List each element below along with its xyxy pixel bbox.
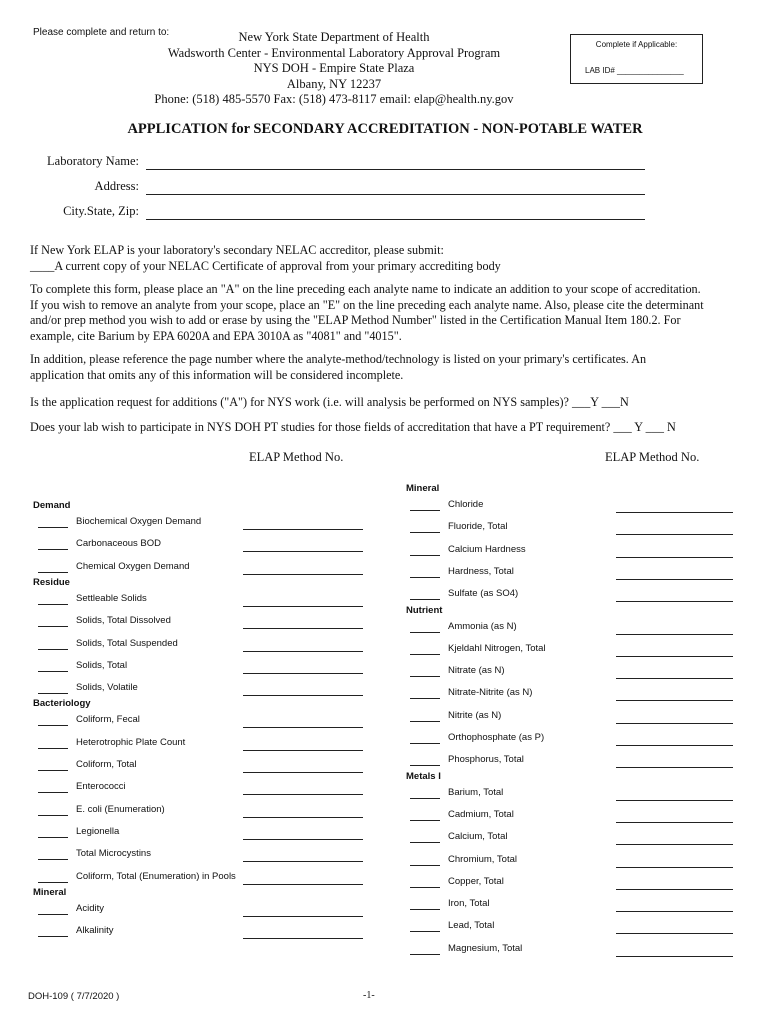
analyte-row xyxy=(38,638,363,654)
analyte-row xyxy=(38,714,363,730)
method-number-line[interactable] xyxy=(243,727,363,728)
analyte-name: Chloride xyxy=(448,499,484,510)
field-label: Laboratory Name: xyxy=(47,154,139,168)
method-number-line[interactable] xyxy=(243,628,363,629)
analyte-name: Coliform, Fecal xyxy=(76,714,140,726)
analyte-name: Ammonia (as N) xyxy=(448,620,517,632)
analyte-row xyxy=(38,826,363,842)
agency-line: Wadsworth Center - Environmental Laboratory Approval Program xyxy=(167,45,501,60)
action-code-blank[interactable] xyxy=(410,654,440,655)
analyte-row xyxy=(38,871,363,887)
analyte-row xyxy=(410,687,733,703)
paragraph-line: If New York ELAP is your laboratory's secondary NELAC accreditor, please submit: xyxy=(30,243,444,257)
method-number-line[interactable] xyxy=(616,867,733,868)
method-number-line[interactable] xyxy=(243,651,363,652)
method-number-line[interactable] xyxy=(616,745,733,746)
paragraph-line: application that omits any of this information will be considered incomplete. xyxy=(30,367,404,382)
method-number-line[interactable] xyxy=(243,750,363,751)
action-code-blank[interactable] xyxy=(38,572,68,573)
method-number-line[interactable] xyxy=(243,839,363,840)
analyte-row xyxy=(410,754,733,770)
analyte-name: Chromium, Total xyxy=(448,853,517,865)
analyte-name: Enterococci xyxy=(76,781,126,793)
action-code-blank[interactable] xyxy=(410,632,440,633)
return-note: Please complete and return to: xyxy=(33,27,170,38)
agency-line: NYS DOH - Empire State Plaza xyxy=(253,61,415,75)
action-code-blank[interactable] xyxy=(38,604,68,605)
method-number-line[interactable] xyxy=(616,822,733,823)
analyte-name: Solids, Total Suspended xyxy=(76,637,178,649)
laboratory-name-field[interactable] xyxy=(0,154,770,172)
fill-line[interactable] xyxy=(146,194,645,195)
analyte-row xyxy=(38,759,363,775)
action-code-blank[interactable] xyxy=(38,725,68,726)
method-number-line[interactable] xyxy=(616,656,733,657)
method-number-line[interactable] xyxy=(243,794,363,795)
pt-studies-question[interactable] xyxy=(30,420,740,436)
analyte-row xyxy=(410,544,733,560)
analyte-name: Biochemical Oxygen Demand xyxy=(76,516,202,527)
analyte-name: Carbonaceous BOD xyxy=(76,538,162,550)
form-id: DOH-109 ( 7/7/2020 ) xyxy=(28,991,120,1002)
method-number-line[interactable] xyxy=(616,889,733,890)
analyte-row xyxy=(38,615,363,631)
action-code-blank[interactable] xyxy=(410,510,440,511)
analyte-row xyxy=(410,521,733,537)
fill-line[interactable] xyxy=(146,169,645,170)
action-code-blank[interactable] xyxy=(410,555,440,556)
analyte-row xyxy=(410,621,733,637)
action-code-blank[interactable] xyxy=(410,765,440,766)
category-demand: Demand xyxy=(33,500,71,511)
analyte-name: Sulfate (as SO4) xyxy=(448,588,519,600)
analyte-name: Heterotrophic Plate Count xyxy=(76,736,186,748)
analyte-name: Solids, Total Dissolved xyxy=(76,615,171,627)
category-nutrient: Nutrient xyxy=(406,604,443,616)
analyte-row xyxy=(410,566,733,582)
analyte-row xyxy=(38,804,363,820)
category-mineral: Mineral xyxy=(33,886,67,898)
category-bacteriology: Bacteriology xyxy=(33,698,91,710)
analyte-name: Calcium, Total xyxy=(448,831,508,843)
analyte-name: Lead, Total xyxy=(448,920,495,932)
analyte-row xyxy=(38,561,363,577)
analyte-row xyxy=(410,943,733,959)
method-number-line[interactable] xyxy=(243,884,363,885)
analyte-row xyxy=(38,538,363,554)
method-number-line[interactable] xyxy=(616,557,733,558)
method-number-line[interactable] xyxy=(243,574,363,575)
paragraph-line: If you wish to remove an analyte from your scope, place an "E" on the line preceding each analyte name. Also, please cite the determinant xyxy=(30,297,704,312)
analyte-name: Orthophosphate (as P) xyxy=(448,732,545,743)
certificate-checkline[interactable]: ____A current copy of your NELAC Certificate of approval from your primary accrediting body xyxy=(30,258,501,273)
analyte-row xyxy=(410,732,733,748)
analyte-name: Coliform, Total xyxy=(76,759,137,770)
address-field[interactable] xyxy=(0,179,770,197)
question-text: Is the application request for additions ("A") for NYS work (i.e. will analysis be performed on NYS samples)? ___Y ___N xyxy=(30,395,629,409)
action-code-blank[interactable] xyxy=(38,693,68,694)
analyte-name: Cadmium, Total xyxy=(448,808,514,820)
analyte-name: Solids, Total xyxy=(76,659,128,671)
category-residue: Residue xyxy=(33,576,70,588)
method-number-line[interactable] xyxy=(616,700,733,701)
action-code-blank[interactable] xyxy=(410,721,440,722)
analyte-name: Kjeldahl Nitrogen, Total xyxy=(448,642,546,654)
method-number-line[interactable] xyxy=(243,938,363,939)
analyte-name: Legionella xyxy=(76,825,120,837)
method-number-line[interactable] xyxy=(616,800,733,801)
action-code-blank[interactable] xyxy=(38,815,68,816)
action-code-blank[interactable] xyxy=(410,599,440,600)
analyte-row xyxy=(410,665,733,681)
analyte-name: Fluoride, Total xyxy=(448,521,508,533)
category-mineral: Mineral xyxy=(406,483,440,494)
action-code-blank[interactable] xyxy=(410,931,440,932)
action-code-blank[interactable] xyxy=(38,792,68,793)
analyte-name: Nitrite (as N) xyxy=(448,709,502,721)
city-state-zip-field[interactable] xyxy=(0,204,770,222)
action-code-blank[interactable] xyxy=(38,914,68,915)
action-code-blank[interactable] xyxy=(38,549,68,550)
analyte-name: Magnesium, Total xyxy=(448,942,523,954)
analyte-name: Iron, Total xyxy=(448,898,490,910)
method-number-line[interactable] xyxy=(243,529,363,530)
analyte-row xyxy=(38,516,363,532)
analyte-name: Copper, Total xyxy=(448,875,504,887)
method-number-line[interactable] xyxy=(243,772,363,773)
lab-id-field[interactable]: LAB ID# _______________ xyxy=(585,66,684,75)
analyte-row xyxy=(410,499,733,515)
analyte-name: Phosphorus, Total xyxy=(448,754,524,766)
analyte-name: Hardness, Total xyxy=(448,565,514,577)
agency-contact-line: Phone: (518) 485-5570 Fax: (518) 473-8117 email: elap@health.ny.gov xyxy=(154,92,514,106)
method-number-line[interactable] xyxy=(616,844,733,845)
action-code-blank[interactable] xyxy=(38,859,68,860)
analyte-name: Settleable Solids xyxy=(76,592,147,604)
method-number-line[interactable] xyxy=(243,817,363,818)
form-title: APPLICATION for SECONDARY ACCREDITATION - NON-POTABLE WATER xyxy=(127,121,643,137)
analyte-name: Barium, Total xyxy=(448,786,504,798)
field-label: Address: xyxy=(94,179,139,193)
question-text: Does your lab wish to participate in NYS DOH PT studies for those fields of accreditation that have a PT requirement? ___ Y ___ N xyxy=(30,420,676,434)
action-code-blank[interactable] xyxy=(38,748,68,749)
analyte-name: E. coli (Enumeration) xyxy=(76,803,165,815)
paragraph-line: In addition, please reference the page number where the analyte-method/technology is listed on your primary's certificates. An xyxy=(30,352,647,366)
analyte-name: Nitrate (as N) xyxy=(448,665,505,677)
method-number-line[interactable] xyxy=(616,534,733,535)
action-code-blank[interactable] xyxy=(410,532,440,533)
action-code-blank[interactable] xyxy=(410,842,440,843)
method-number-line[interactable] xyxy=(616,678,733,679)
analyte-row xyxy=(410,920,733,936)
analyte-row xyxy=(410,710,733,726)
analyte-name: Nitrate-Nitrite (as N) xyxy=(448,687,533,699)
action-code-blank[interactable] xyxy=(410,798,440,799)
agency-line: Albany, NY 12237 xyxy=(286,76,382,91)
action-code-blank[interactable] xyxy=(410,820,440,821)
method-number-line[interactable] xyxy=(243,861,363,862)
action-code-blank[interactable] xyxy=(38,671,68,672)
analyte-name: Calcium Hardness xyxy=(448,543,526,555)
agency-header xyxy=(100,30,568,108)
field-label: City.State, Zip: xyxy=(63,204,139,218)
action-code-blank[interactable] xyxy=(410,865,440,866)
right-method-header: ELAP Method No. xyxy=(605,450,700,464)
analyte-name: Total Microcystins xyxy=(76,848,151,860)
action-code-blank[interactable] xyxy=(410,743,440,744)
action-code-blank[interactable] xyxy=(38,882,68,883)
analyte-row xyxy=(38,737,363,753)
method-number-line[interactable] xyxy=(616,601,733,602)
analyte-row xyxy=(410,787,733,803)
action-code-blank[interactable] xyxy=(38,936,68,937)
method-number-line[interactable] xyxy=(616,933,733,934)
action-code-blank[interactable] xyxy=(38,837,68,838)
page-reference-paragraph xyxy=(30,352,740,383)
action-code-blank[interactable] xyxy=(38,626,68,627)
nys-work-question[interactable] xyxy=(30,395,740,411)
paragraph-line: example, cite Barium by EPA 6020A and EPA 3010A as "4081" and "4015". xyxy=(30,328,402,343)
paragraph-line: and/or prep method you wish to add or erase by using the "ELAP Method Number" listed in the Certification Manual Item 180.2. For xyxy=(30,313,681,327)
method-number-line[interactable] xyxy=(243,695,363,696)
instructions-paragraph xyxy=(30,282,740,344)
action-code-blank[interactable] xyxy=(410,676,440,677)
analyte-row xyxy=(38,660,363,676)
analyte-name: Acidity xyxy=(76,902,104,914)
action-code-blank[interactable] xyxy=(38,770,68,771)
analyte-row xyxy=(38,925,363,941)
method-number-line[interactable] xyxy=(243,916,363,917)
analyte-row xyxy=(410,809,733,825)
page-number: -1- xyxy=(363,990,375,1001)
analyte-row xyxy=(410,643,733,659)
lab-id-box xyxy=(570,34,703,84)
action-code-blank[interactable] xyxy=(410,577,440,578)
analyte-name: Chemical Oxygen Demand xyxy=(76,560,190,572)
analyte-row xyxy=(410,588,733,604)
analyte-name: Solids, Volatile xyxy=(76,682,138,694)
analyte-row xyxy=(38,682,363,698)
analyte-row xyxy=(410,854,733,870)
action-code-blank[interactable] xyxy=(410,909,440,910)
category-metals-i: Metals I xyxy=(406,770,441,782)
method-number-line[interactable] xyxy=(616,512,733,513)
method-number-line[interactable] xyxy=(616,767,733,768)
analyte-row xyxy=(410,831,733,847)
analyte-row xyxy=(38,848,363,864)
method-number-line[interactable] xyxy=(616,956,733,957)
method-number-line[interactable] xyxy=(243,551,363,552)
lab-id-box-title: Complete if Applicable: xyxy=(595,40,678,49)
method-number-line[interactable] xyxy=(616,634,733,635)
agency-line: New York State Department of Health xyxy=(238,30,430,44)
action-code-blank[interactable] xyxy=(410,954,440,955)
method-number-line[interactable] xyxy=(243,673,363,674)
left-method-header: ELAP Method No. xyxy=(249,450,344,464)
method-number-line[interactable] xyxy=(243,606,363,607)
analyte-row xyxy=(38,593,363,609)
analyte-row xyxy=(410,898,733,914)
method-number-line[interactable] xyxy=(616,911,733,912)
method-number-line[interactable] xyxy=(616,579,733,580)
action-code-blank[interactable] xyxy=(38,649,68,650)
fill-line[interactable] xyxy=(146,219,645,220)
action-code-blank[interactable] xyxy=(38,527,68,528)
action-code-blank[interactable] xyxy=(410,698,440,699)
analyte-row xyxy=(38,903,363,919)
analyte-name: Alkalinity xyxy=(76,925,114,937)
elap-paragraph xyxy=(30,243,740,274)
method-number-line[interactable] xyxy=(616,723,733,724)
action-code-blank[interactable] xyxy=(410,887,440,888)
analyte-row xyxy=(410,876,733,892)
paragraph-line: To complete this form, please place an "A" on the line preceding each analyte name to indicate an addition to your scope of accreditation. xyxy=(30,282,701,296)
analyte-row xyxy=(38,781,363,797)
analyte-name: Coliform, Total (Enumeration) in Pools xyxy=(76,870,236,882)
